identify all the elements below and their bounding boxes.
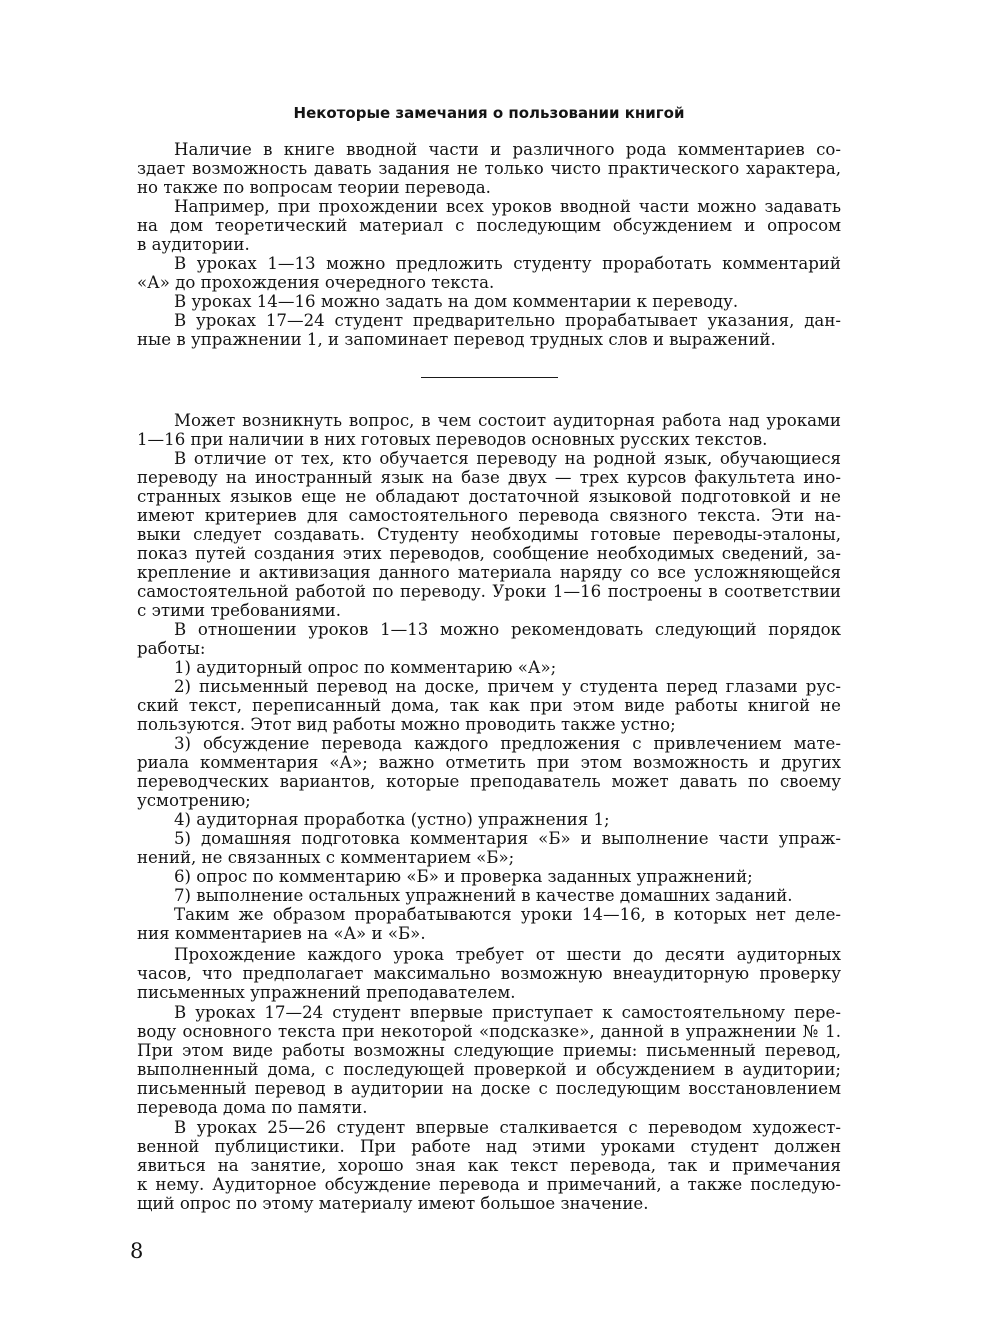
- text-line: В уроках 17—24 студент предварительно прорабатывает указания, дан-: [174, 311, 841, 330]
- list-item: 5) домашняя подготовка комментария «Б» и выполнение части упраж-: [174, 829, 841, 848]
- section-heading: Некоторые замечания о пользовании книгой: [293, 104, 685, 122]
- text-line: но также по вопросам теории перевода.: [137, 178, 491, 197]
- text-line: переводческих вариантов, которые преподаватель может давать по своему: [137, 772, 841, 791]
- text-line: В уроках 1—13 можно предложить студенту проработать комментарий: [174, 254, 841, 273]
- text-line: нений, не связанных с комментарием «Б»;: [137, 848, 515, 867]
- text-line: странных языков еще не обладают достаточной языковой подготовкой и не: [137, 487, 841, 506]
- list-item: 1) аудиторный опрос по комментарию «А»;: [174, 658, 557, 677]
- text-line: риала комментария «А»; важно отметить при этом возможность и других: [137, 753, 841, 772]
- list-item: 4) аудиторная проработка (устно) упражнения 1;: [174, 810, 610, 829]
- text-line: письменный перевод в аудитории на доске с последующим восстановлением: [137, 1079, 841, 1098]
- text-line: усмотрению;: [137, 791, 251, 810]
- list-item: 7) выполнение остальных упражнений в качестве домашних заданий.: [174, 886, 793, 905]
- text-line: явиться на занятие, хорошо зная как текст перевода, так и примечания: [137, 1156, 841, 1175]
- text-line: В уроках 25—26 студент впервые сталкивается с переводом художест-: [174, 1118, 841, 1137]
- text-line: ния комментариев на «А» и «Б».: [137, 924, 426, 943]
- text-line: переводу на иностранный язык на базе двух — трех курсов факультета ино-: [137, 468, 841, 487]
- text-line: В отличие от тех, кто обучается переводу на родной язык, обучающиеся: [174, 449, 841, 468]
- text-line: 1—16 при наличии в них готовых переводов основных русских текстов.: [137, 430, 768, 449]
- text-line: «А» до прохождения очередного текста.: [137, 273, 495, 292]
- text-line: воду основного текста при некоторой «подсказке», данной в упражнении № 1.: [137, 1022, 841, 1041]
- text-line: часов, что предполагает максимально возможную внеаудиторную проверку: [137, 964, 841, 983]
- text-line: При этом виде работы возможны следующие приемы: письменный перевод,: [137, 1041, 841, 1060]
- section-divider: [421, 377, 558, 378]
- text-line: В уроках 17—24 студент впервые приступает к самостоятельному пере-: [174, 1003, 841, 1022]
- text-line: перевода дома по памяти.: [137, 1098, 368, 1117]
- text-line: работы:: [137, 639, 206, 658]
- text-line: письменных упражнений преподавателем.: [137, 983, 516, 1002]
- text-line: показ путей создания этих переводов, сообщение необходимых сведений, за-: [137, 544, 841, 563]
- text-line: Наличие в книге вводной части и различного рода комментариев со-: [174, 140, 841, 159]
- text-line: имеют критериев для самостоятельного перевода связного текста. Эти на-: [137, 506, 841, 525]
- page-number: 8: [130, 1239, 144, 1263]
- text-line: выки следует создавать. Студенту необходимы готовые переводы-эталоны,: [137, 525, 841, 544]
- list-item: 6) опрос по комментарию «Б» и проверка заданных упражнений;: [174, 867, 753, 886]
- text-line: на дом теоретический материал с последующим обсуждением и опросом: [137, 216, 841, 235]
- text-line: в аудитории.: [137, 235, 250, 254]
- text-line: самостоятельной работой по переводу. Уроки 1—16 построены в соответствии: [137, 582, 841, 601]
- list-item: 2) письменный перевод на доске, причем у студента перед глазами рус-: [174, 677, 841, 696]
- text-line: крепление и активизация данного материала наряду со все усложняющейся: [137, 563, 841, 582]
- text-line: Может возникнуть вопрос, в чем состоит аудиторная работа над уроками: [174, 411, 841, 430]
- text-line: В отношении уроков 1—13 можно рекомендовать следующий порядок: [174, 620, 841, 639]
- text-line: Таким же образом прорабатываются уроки 14—16, в которых нет деле-: [174, 905, 841, 924]
- text-line: пользуются. Этот вид работы можно проводить также устно;: [137, 715, 676, 734]
- text-line: Прохождение каждого урока требует от шести до десяти аудиторных: [174, 945, 841, 964]
- text-line: щий опрос по этому материалу имеют большое значение.: [137, 1194, 649, 1213]
- text-line: с этими требованиями.: [137, 601, 342, 620]
- text-line: В уроках 14—16 можно задать на дом комментарии к переводу.: [174, 292, 739, 311]
- text-line: Например, при прохождении всех уроков вводной части можно задавать: [174, 197, 841, 216]
- text-line: к нему. Аудиторное обсуждение перевода и примечаний, а также последую-: [137, 1175, 841, 1194]
- text-line: выполненный дома, с последующей проверкой и обсуждением в аудитории;: [137, 1060, 841, 1079]
- text-line: венной публицистики. При работе над этими уроками студент должен: [137, 1137, 841, 1156]
- text-line: здает возможность давать задания не только чисто практического характера,: [137, 159, 841, 178]
- text-line: ные в упражнении 1, и запоминает перевод трудных слов и выражений.: [137, 330, 776, 349]
- text-line: ский текст, переписанный дома, так как при этом виде работы книгой не: [137, 696, 841, 715]
- list-item: 3) обсуждение перевода каждого предложения с привлечением мате-: [174, 734, 841, 753]
